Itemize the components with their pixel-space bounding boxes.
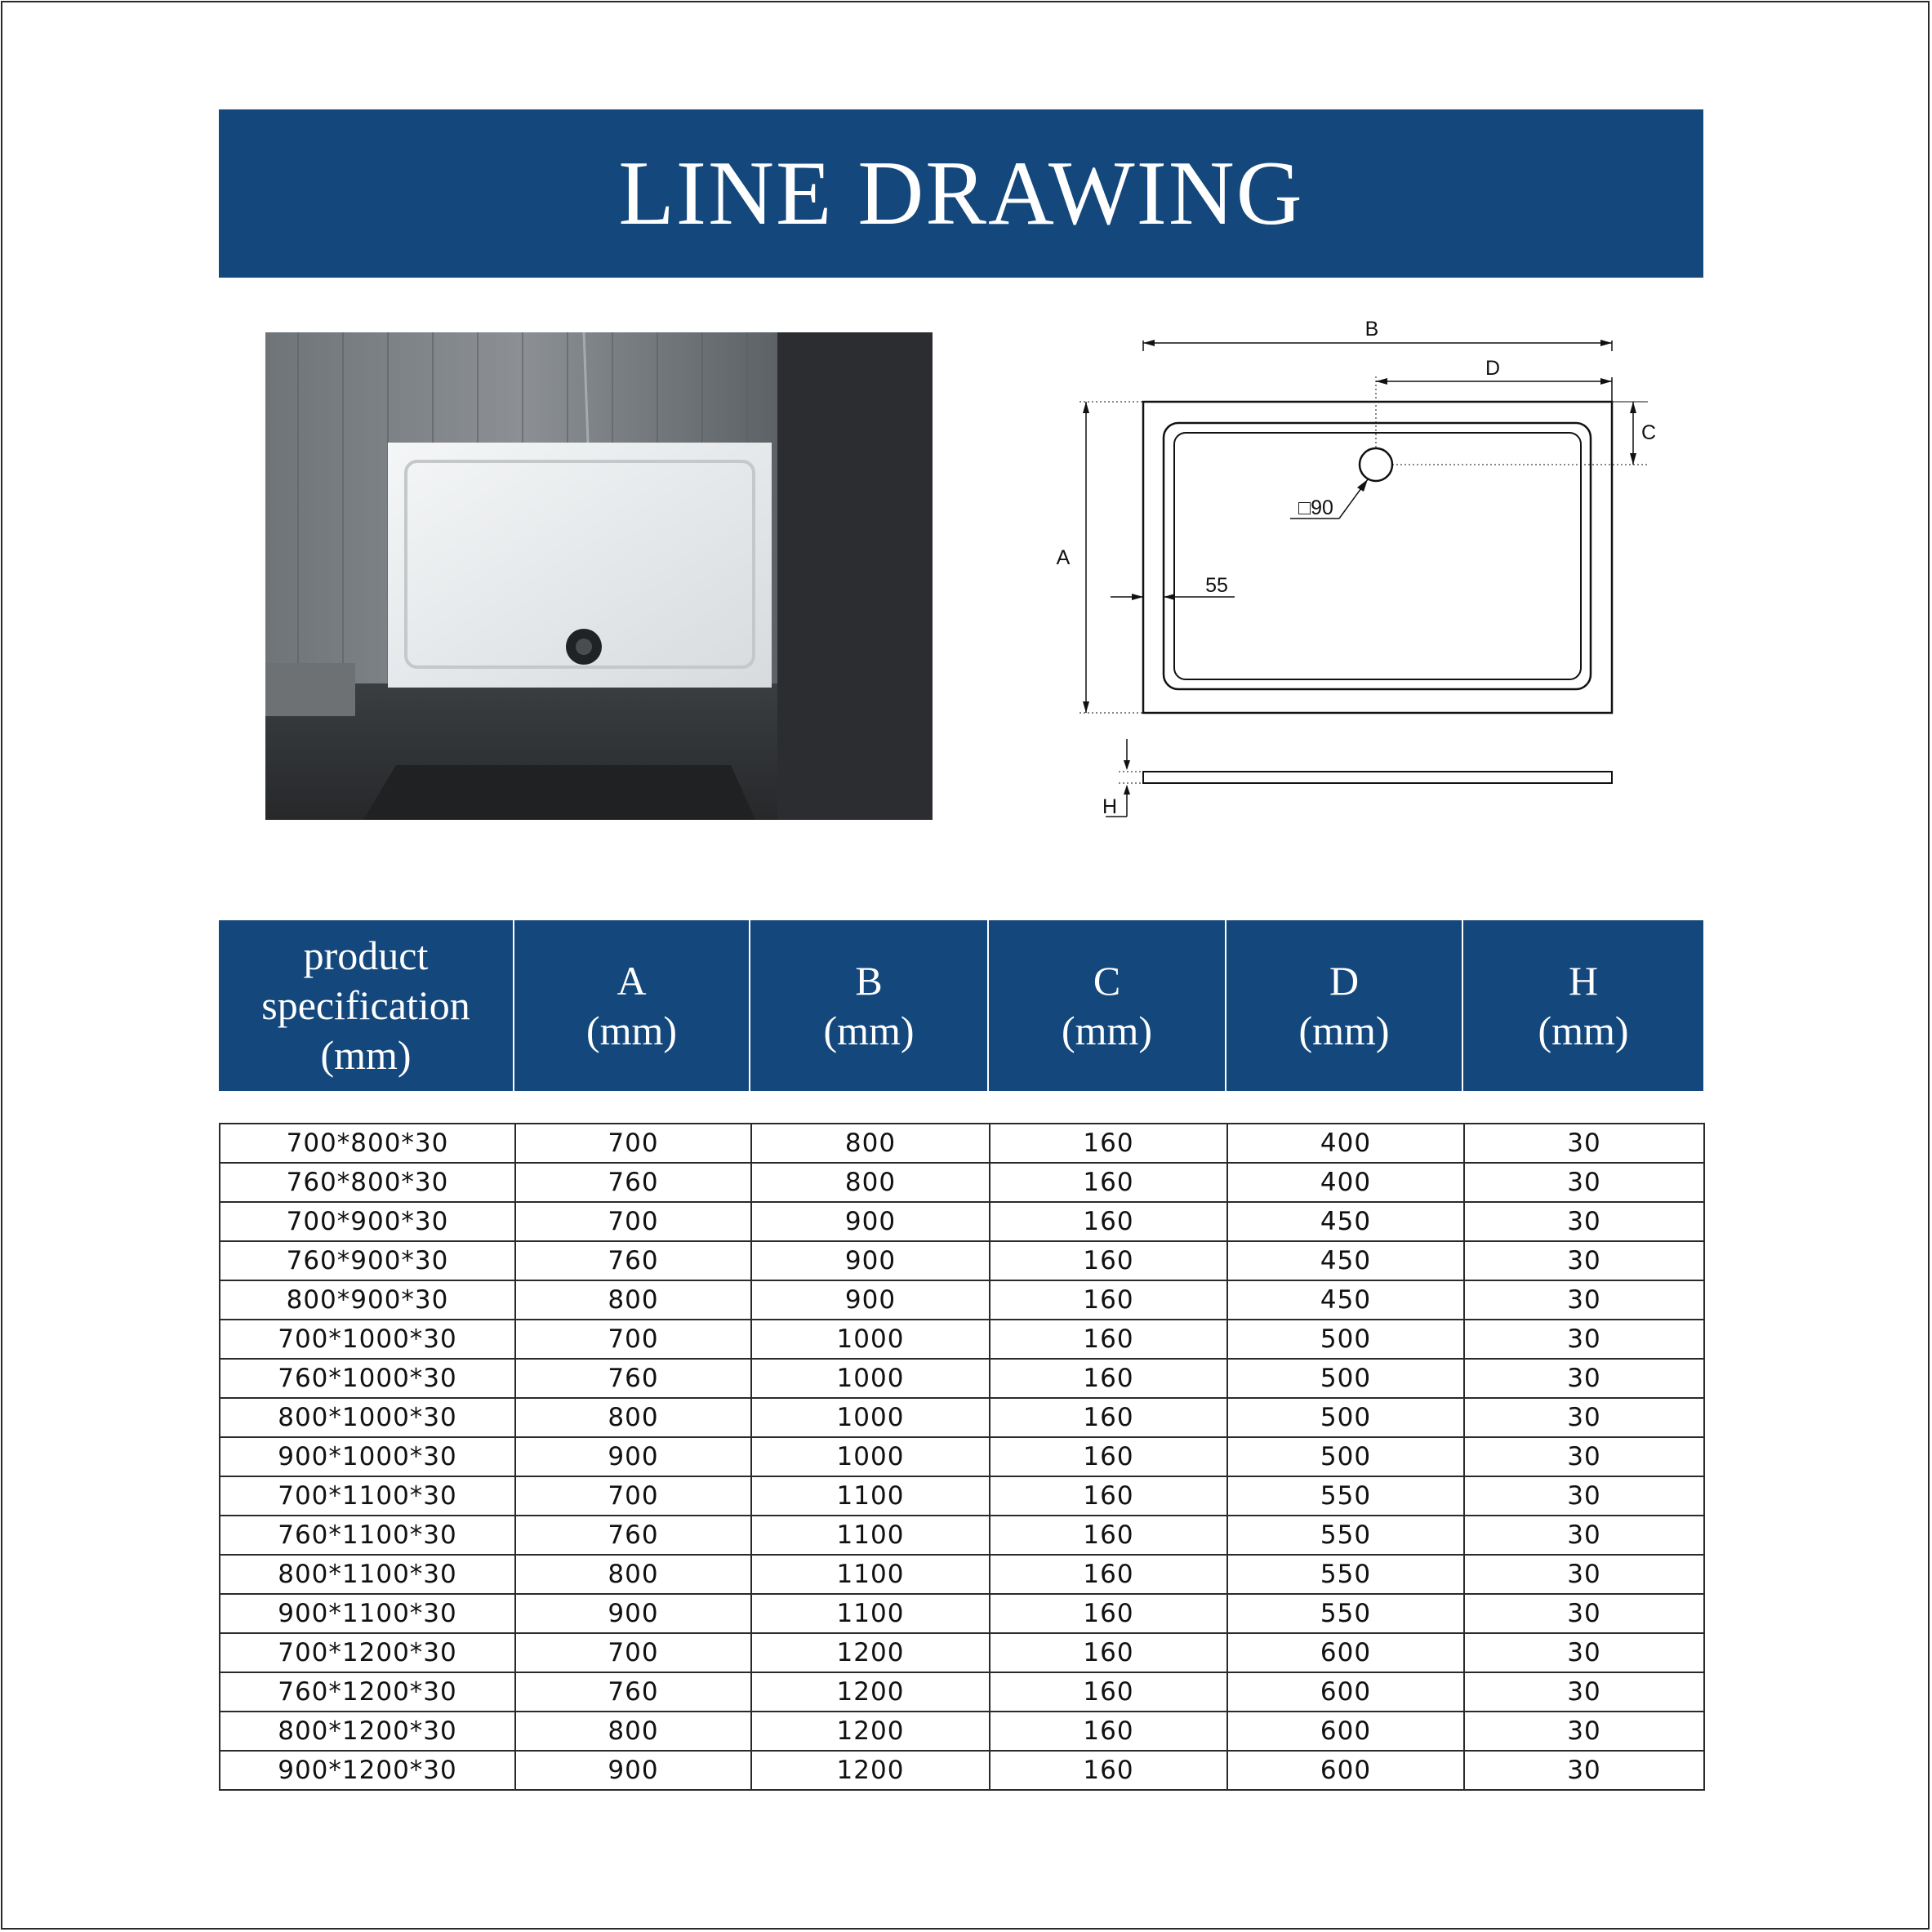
table-row xyxy=(220,1672,1704,1712)
table-cell: 450 xyxy=(1227,1241,1464,1280)
table-row xyxy=(220,1320,1704,1359)
table-cell: 550 xyxy=(1227,1516,1464,1555)
table-cell: 1200 xyxy=(751,1712,990,1751)
table-cell: 30 xyxy=(1464,1280,1704,1320)
table-cell: 800*1200*30 xyxy=(220,1712,515,1751)
table-cell: 160 xyxy=(990,1398,1227,1437)
table-cell: 500 xyxy=(1227,1437,1464,1476)
table-cell: 160 xyxy=(990,1124,1227,1163)
table-cell: 450 xyxy=(1227,1202,1464,1241)
table-cell: 700 xyxy=(515,1320,751,1359)
table-cell: 760*1200*30 xyxy=(220,1672,515,1712)
table-cell: 30 xyxy=(1464,1751,1704,1790)
table-cell: 1000 xyxy=(751,1359,990,1398)
header-line: (mm) xyxy=(1538,1007,1629,1053)
table-row xyxy=(220,1437,1704,1476)
header-line: (mm) xyxy=(1298,1007,1390,1053)
table-cell: 500 xyxy=(1227,1359,1464,1398)
header-product-specification xyxy=(219,920,514,1091)
table-cell: 800*1000*30 xyxy=(220,1398,515,1437)
table-cell: 160 xyxy=(990,1359,1227,1398)
table-cell: 500 xyxy=(1227,1320,1464,1359)
table-cell: 1000 xyxy=(751,1398,990,1437)
header-line: C xyxy=(1093,957,1121,1004)
table-row xyxy=(220,1163,1704,1202)
table-cell: 30 xyxy=(1464,1163,1704,1202)
table-cell: 30 xyxy=(1464,1712,1704,1751)
table-cell: 900 xyxy=(515,1751,751,1790)
table-cell: 450 xyxy=(1227,1280,1464,1320)
table-cell: 900*1200*30 xyxy=(220,1751,515,1790)
table-row xyxy=(220,1633,1704,1672)
table-cell: 160 xyxy=(990,1712,1227,1751)
table-cell: 1000 xyxy=(751,1320,990,1359)
table-cell: 160 xyxy=(990,1437,1227,1476)
label-h: H xyxy=(1102,795,1118,818)
table-row xyxy=(220,1516,1704,1555)
header-c xyxy=(989,920,1226,1091)
title-banner xyxy=(219,109,1703,278)
table-cell: 600 xyxy=(1227,1751,1464,1790)
table-cell: 1200 xyxy=(751,1751,990,1790)
table-cell: 800*900*30 xyxy=(220,1280,515,1320)
table-cell: 600 xyxy=(1227,1633,1464,1672)
table-cell: 760 xyxy=(515,1163,751,1202)
table-cell: 760 xyxy=(515,1516,751,1555)
product-photo xyxy=(265,332,933,820)
line-drawing xyxy=(1045,306,1666,829)
table-cell: 160 xyxy=(990,1163,1227,1202)
header-h xyxy=(1463,920,1703,1091)
header-line: B xyxy=(855,957,883,1004)
table-cell: 160 xyxy=(990,1476,1227,1516)
table-cell: 30 xyxy=(1464,1555,1704,1594)
banner-title: LINE DRAWING xyxy=(618,143,1304,244)
label-c: C xyxy=(1640,421,1656,444)
table-cell: 160 xyxy=(990,1555,1227,1594)
table-cell: 900 xyxy=(751,1202,990,1241)
table-cell: 700*1100*30 xyxy=(220,1476,515,1516)
table-cell: 160 xyxy=(990,1241,1227,1280)
table-cell: 1100 xyxy=(751,1516,990,1555)
table-cell: 30 xyxy=(1464,1124,1704,1163)
table-cell: 1100 xyxy=(751,1476,990,1516)
table-cell: 700*1200*30 xyxy=(220,1633,515,1672)
table-cell: 760 xyxy=(515,1241,751,1280)
header-line: H xyxy=(1568,957,1599,1004)
header-line: D xyxy=(1329,957,1360,1004)
table-row xyxy=(220,1202,1704,1241)
table-cell: 30 xyxy=(1464,1202,1704,1241)
header-line: (mm) xyxy=(1061,1007,1153,1053)
table-row xyxy=(220,1712,1704,1751)
table-cell: 1200 xyxy=(751,1633,990,1672)
header-a xyxy=(514,920,750,1091)
table-cell: 30 xyxy=(1464,1320,1704,1359)
table-cell: 700*800*30 xyxy=(220,1124,515,1163)
table-cell: 900*1100*30 xyxy=(220,1594,515,1633)
table-cell: 700 xyxy=(515,1633,751,1672)
table-cell: 800 xyxy=(515,1398,751,1437)
header-line: (mm) xyxy=(320,1032,412,1078)
table-cell: 30 xyxy=(1464,1476,1704,1516)
table-row xyxy=(220,1751,1704,1790)
header-line: product xyxy=(303,933,429,978)
table-cell: 760*900*30 xyxy=(220,1241,515,1280)
table-cell: 900*1000*30 xyxy=(220,1437,515,1476)
header-b xyxy=(750,920,989,1091)
table-row xyxy=(220,1398,1704,1437)
table-cell: 30 xyxy=(1464,1437,1704,1476)
table-cell: 900 xyxy=(515,1594,751,1633)
table-cell: 1100 xyxy=(751,1555,990,1594)
header-line: (mm) xyxy=(823,1007,915,1053)
table-cell: 160 xyxy=(990,1516,1227,1555)
table-cell: 30 xyxy=(1464,1672,1704,1712)
table-cell: 500 xyxy=(1227,1398,1464,1437)
table-cell: 800 xyxy=(515,1712,751,1751)
table-cell: 760*1100*30 xyxy=(220,1516,515,1555)
table-cell: 30 xyxy=(1464,1241,1704,1280)
table-row xyxy=(220,1594,1704,1633)
table-cell: 550 xyxy=(1227,1555,1464,1594)
table-cell: 30 xyxy=(1464,1516,1704,1555)
table-row xyxy=(220,1124,1704,1163)
table-row xyxy=(220,1359,1704,1398)
label-drain: □90 xyxy=(1298,496,1333,519)
table-cell: 30 xyxy=(1464,1633,1704,1672)
table-cell: 600 xyxy=(1227,1712,1464,1751)
table-cell: 160 xyxy=(990,1280,1227,1320)
table-cell: 1200 xyxy=(751,1672,990,1712)
header-line: (mm) xyxy=(585,1007,678,1053)
table-cell: 160 xyxy=(990,1202,1227,1241)
label-rim: 55 xyxy=(1205,574,1228,597)
header-line: specification xyxy=(261,982,470,1028)
spec-table-header xyxy=(219,920,1703,1091)
table-cell: 700*1000*30 xyxy=(220,1320,515,1359)
table-cell: 900 xyxy=(751,1280,990,1320)
table-cell: 400 xyxy=(1227,1124,1464,1163)
table-cell: 550 xyxy=(1227,1476,1464,1516)
table-row xyxy=(220,1241,1704,1280)
table-cell: 160 xyxy=(990,1320,1227,1359)
table-cell: 760*1000*30 xyxy=(220,1359,515,1398)
table-cell: 160 xyxy=(990,1594,1227,1633)
table-cell: 800 xyxy=(751,1124,990,1163)
table-cell: 400 xyxy=(1227,1163,1464,1202)
table-row xyxy=(220,1280,1704,1320)
table-cell: 900 xyxy=(751,1241,990,1280)
table-cell: 760 xyxy=(515,1359,751,1398)
table-cell: 800 xyxy=(515,1555,751,1594)
table-cell: 800 xyxy=(751,1163,990,1202)
table-cell: 900 xyxy=(515,1437,751,1476)
table-cell: 700 xyxy=(515,1202,751,1241)
table-cell: 550 xyxy=(1227,1594,1464,1633)
table-row xyxy=(220,1555,1704,1594)
label-a: A xyxy=(1056,546,1071,569)
label-d: D xyxy=(1485,357,1501,380)
table-cell: 700 xyxy=(515,1476,751,1516)
table-cell: 1100 xyxy=(751,1594,990,1633)
table-cell: 800 xyxy=(515,1280,751,1320)
table-cell: 760 xyxy=(515,1672,751,1712)
table-cell: 160 xyxy=(990,1633,1227,1672)
table-cell: 30 xyxy=(1464,1398,1704,1437)
table-row xyxy=(220,1476,1704,1516)
header-d xyxy=(1226,920,1463,1091)
table-cell: 760*800*30 xyxy=(220,1163,515,1202)
label-b: B xyxy=(1364,318,1379,341)
table-cell: 160 xyxy=(990,1672,1227,1712)
table-cell: 700*900*30 xyxy=(220,1202,515,1241)
table-cell: 700 xyxy=(515,1124,751,1163)
table-cell: 30 xyxy=(1464,1359,1704,1398)
table-cell: 30 xyxy=(1464,1594,1704,1633)
spec-table xyxy=(219,1123,1705,1791)
table-cell: 1000 xyxy=(751,1437,990,1476)
header-line: A xyxy=(617,957,647,1004)
table-cell: 160 xyxy=(990,1751,1227,1790)
table-cell: 600 xyxy=(1227,1672,1464,1712)
table-cell: 800*1100*30 xyxy=(220,1555,515,1594)
